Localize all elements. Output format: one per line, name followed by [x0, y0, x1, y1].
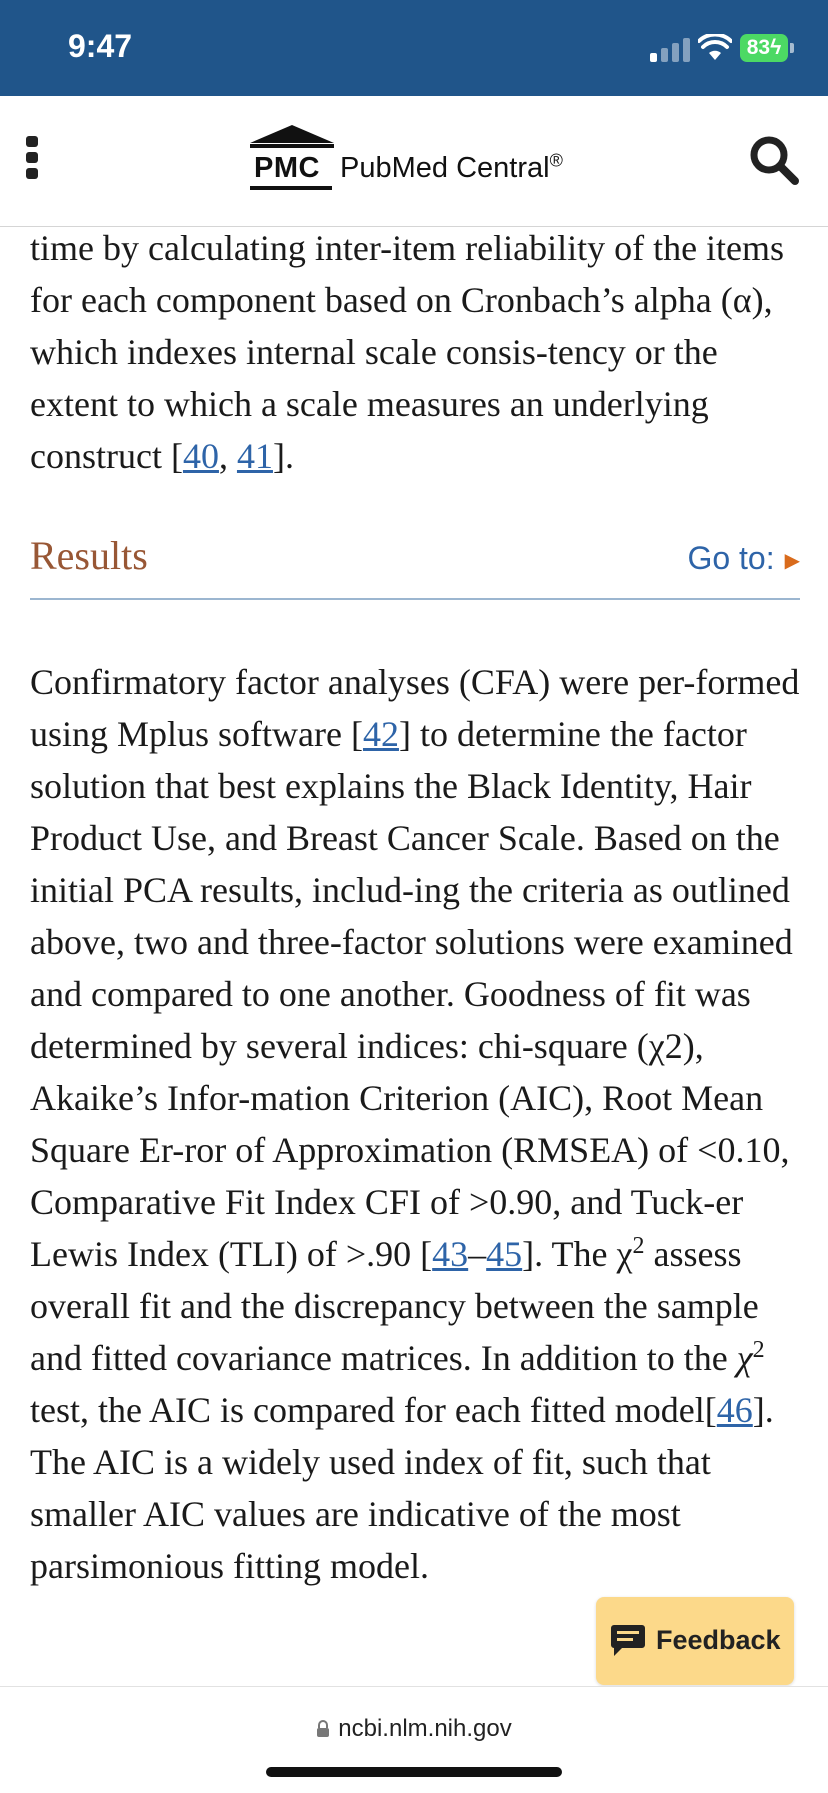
results-section-header — [30, 524, 800, 600]
ref-link-46[interactable]: 46 — [716, 1390, 753, 1430]
results-text-2: ] to determine the factor solution that best explains the Black Identity, Hair Product Use, and Breast Cancer Scale. Based on the initial PCA results, includ-ing the criteria as outlined above, two and three-factor solutions were examined and compared to one another. Goodness of fit was determined by several indices: chi-square (χ2), Akaike’s Infor-mation Criterion (AIC), Root Mean Square Er-ror of Approximation (RMSEA) of <0.10, Comparative Fit Index CFI of >0.90, and Tuck-er Lewis Index (TLI) of >.90 [ — [30, 714, 793, 1274]
superscript-2b: 2 — [752, 1337, 765, 1363]
status-time: 9:47 — [68, 28, 133, 64]
ref-link-40[interactable]: 40 — [182, 436, 219, 476]
section-title: Results — [30, 533, 148, 578]
ref-link-43[interactable]: 43 — [432, 1234, 469, 1274]
ref-separator: , — [218, 436, 237, 476]
status-bar — [0, 0, 828, 96]
results-text-1: Confirmatory factor analyses (CFA) were per-formed using Mplus software [ — [30, 662, 800, 754]
feedback-button[interactable] — [596, 1597, 794, 1685]
results-text-6: ]. The AIC is a widely used index of fit, such that smaller AIC values are indicative of the most parsimonious fitting model. — [30, 1390, 774, 1586]
feedback-label: Feedback — [656, 1625, 781, 1655]
chi-symbol: χ — [736, 1338, 753, 1378]
battery-indicator — [740, 34, 788, 62]
address-bar[interactable] — [0, 1715, 828, 1743]
intro-paragraph — [30, 222, 800, 482]
logo-abbr: PMC — [254, 152, 320, 184]
url-text: ncbi.nlm.nih.gov — [338, 1715, 512, 1742]
lock-icon — [316, 1720, 330, 1738]
browser-bottom-bar — [0, 1686, 828, 1793]
ref-link-42[interactable]: 42 — [362, 714, 399, 754]
goto-label: Go to: — [687, 540, 775, 576]
results-text-5: test, the AIC is compared for each fitted model[ — [30, 1390, 717, 1430]
ref-range-dash: – — [468, 1234, 487, 1274]
cellular-signal-icon — [650, 36, 692, 62]
intro-end: ]. — [272, 436, 294, 476]
article-content — [30, 222, 800, 1592]
goto-button[interactable] — [687, 532, 800, 587]
results-text-3: ]. The χ — [522, 1234, 633, 1274]
registered-mark: ® — [549, 150, 563, 171]
roof-icon — [248, 124, 336, 150]
results-text-4: assess overall fit and the discrepancy between the sample and fitted covariance matrices. In addition to the — [30, 1234, 759, 1378]
battery-level: 83 — [746, 36, 771, 59]
ref-link-45[interactable]: 45 — [486, 1234, 523, 1274]
search-icon[interactable] — [748, 134, 800, 186]
home-indicator — [266, 1767, 562, 1777]
superscript-2: 2 — [632, 1233, 645, 1259]
logo-name-text: PubMed Central — [340, 152, 550, 184]
wifi-icon — [698, 34, 732, 62]
logo-name — [340, 152, 563, 185]
pmc-logo[interactable] — [248, 124, 588, 194]
battery-tip — [790, 43, 794, 53]
logo-underline — [250, 186, 332, 190]
more-menu-icon[interactable] — [26, 136, 44, 182]
ref-link-41[interactable]: 41 — [236, 436, 273, 476]
feedback-icon — [610, 1623, 646, 1657]
play-arrow-icon: ▶ — [784, 549, 800, 572]
results-paragraph — [30, 656, 800, 1592]
charging-bolt-icon: ϟ — [770, 36, 782, 59]
app-header — [0, 96, 828, 227]
intro-text: time by calculating inter-item reliability of the items for each component based on Cronbach’s alpha (α), which indexes internal scale consis-tency or the extent to which a scale measures an underlying construct [ — [30, 228, 785, 476]
